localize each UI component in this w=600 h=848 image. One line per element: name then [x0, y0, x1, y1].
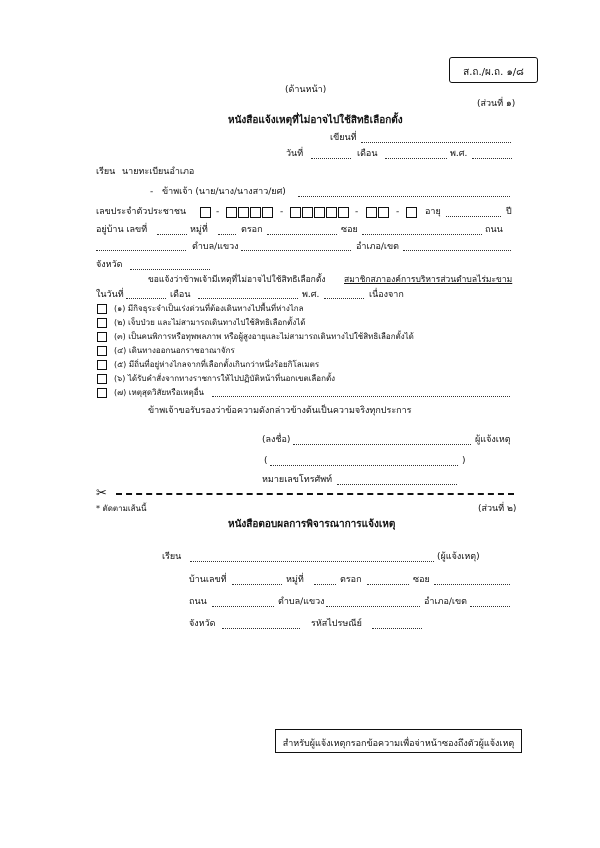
- id-digit-4[interactable]: [250, 207, 261, 218]
- reason-1-checkbox[interactable]: [97, 304, 107, 314]
- p2-trok-label: ตรอก: [340, 575, 362, 585]
- id-digit-12[interactable]: [378, 207, 389, 218]
- p2-subdistrict-field[interactable]: [326, 606, 420, 607]
- moo-field[interactable]: [218, 234, 236, 235]
- phone-label: หมายเลขโทรศัพท์: [262, 475, 333, 485]
- year-field[interactable]: [472, 158, 512, 159]
- written-at-field[interactable]: [361, 142, 511, 143]
- part2-label: (ส่วนที่ ๒): [478, 504, 517, 514]
- id-digit-9[interactable]: [326, 207, 337, 218]
- notify-election: สมาชิกสภาองค์การบริหารส่วนตำบลไร่มะขาม: [344, 275, 513, 285]
- house-no-field[interactable]: [157, 234, 187, 235]
- on-year-field[interactable]: [324, 298, 364, 299]
- certify-text: ข้าพเจ้าขอรับรองว่าข้อความดังกล่าวข้างต้นเป็นความจริงทุกประการ: [148, 406, 412, 416]
- on-date-label: ในวันที่: [96, 290, 124, 300]
- i-label: ข้าพเจ้า (นาย/นาง/นางสาว/ยศ): [162, 187, 286, 197]
- province-label: จังหวัด: [96, 260, 123, 270]
- date-field[interactable]: [311, 158, 351, 159]
- id-digit-3[interactable]: [238, 207, 249, 218]
- paren-close: ): [462, 456, 466, 466]
- part1-label: (ส่วนที่ ๑): [477, 99, 516, 109]
- road-label: ถนน: [485, 225, 503, 235]
- year-label: พ.ศ.: [450, 149, 468, 159]
- reason-2-checkbox[interactable]: [97, 318, 107, 328]
- cut-note: * ตัดตามเส้นนี้: [96, 504, 147, 513]
- p2-province-label: จังหวัด: [189, 619, 216, 629]
- month-field[interactable]: [385, 158, 447, 159]
- cut-line: [116, 493, 514, 495]
- p2-trok-field[interactable]: [367, 584, 409, 585]
- p2-road-field[interactable]: [212, 606, 274, 607]
- age-label: อายุ: [425, 207, 441, 217]
- paren-open: (: [264, 456, 268, 466]
- id-digit-7[interactable]: [302, 207, 313, 218]
- reason-3-checkbox[interactable]: [97, 332, 107, 342]
- reason-4-checkbox[interactable]: [97, 346, 107, 356]
- road-field[interactable]: [96, 250, 186, 251]
- id-digit-8[interactable]: [314, 207, 325, 218]
- trok-label: ตรอก: [241, 225, 263, 235]
- cause-label: เนื่องจาก: [369, 290, 404, 300]
- id-digit-5[interactable]: [262, 207, 273, 218]
- address-label: อยู่บ้าน เลขที่: [96, 225, 148, 235]
- district-field[interactable]: [403, 250, 511, 251]
- p2-postcode-field[interactable]: [372, 628, 422, 629]
- reason-5-text: (๕) มีถิ่นที่อยู่ห่างไกลจากที่เลือกตั้งเกินกว่าหนึ่งร้อยกิโลเมตร: [114, 360, 320, 369]
- p2-district-label: อำเภอ/เขต: [424, 597, 467, 607]
- soi-field[interactable]: [362, 234, 482, 235]
- form-code-box: [449, 57, 538, 83]
- on-date-field[interactable]: [126, 298, 166, 299]
- printed-name-field[interactable]: [270, 465, 458, 466]
- subdistrict-label: ตำบล/แขวง: [192, 242, 239, 252]
- id-digit-1[interactable]: [200, 207, 211, 218]
- soi-label: ซอย: [341, 225, 358, 235]
- id-digit-10[interactable]: [338, 207, 349, 218]
- reason-4-text: (๔) เดินทางออกนอกราชอาณาจักร: [114, 346, 235, 355]
- notify-text: ขอแจ้งว่าข้าพเจ้ามีเหตุที่ไม่อาจไปใช้สิทธิเลือกตั้ง: [148, 275, 326, 285]
- p2-house-label: บ้านเลขที่: [189, 575, 227, 585]
- p2-province-field[interactable]: [222, 628, 300, 629]
- name-field[interactable]: [298, 196, 510, 197]
- footer-note-box: [275, 729, 522, 753]
- on-year-label: พ.ศ.: [302, 290, 320, 300]
- scissors-icon: ✂: [96, 486, 107, 501]
- p2-postcode-label: รหัสไปรษณีย์: [311, 619, 362, 629]
- to-label: เรียน: [96, 167, 116, 177]
- reason-7-checkbox[interactable]: [97, 388, 107, 398]
- month-label: เดือน: [357, 149, 378, 159]
- p2-moo-field[interactable]: [314, 584, 336, 585]
- year-unit: ปี: [506, 207, 512, 217]
- written-at-label: เขียนที่: [330, 133, 357, 143]
- id-digit-6[interactable]: [290, 207, 301, 218]
- sign-role: ผู้แจ้งเหตุ: [475, 435, 511, 445]
- reason-7-text: (๗) เหตุสุดวิสัยหรือเหตุอื่น: [114, 388, 204, 397]
- p2-district-field[interactable]: [470, 606, 510, 607]
- p2-road-label: ถนน: [189, 597, 207, 607]
- district-label: อำเภอ/เขต: [356, 242, 399, 252]
- reason-6-text: (๖) ได้รับคำสั่งจากทางราชการให้ไปปฏิบัติหน้าที่นอกเขตเลือกตั้ง: [114, 374, 336, 383]
- p2-house-field[interactable]: [232, 584, 282, 585]
- p2-notifier-label: (ผู้แจ้งเหตุ): [437, 552, 480, 562]
- reason-5-checkbox[interactable]: [97, 360, 107, 370]
- id-label: เลขประจำตัวประชาชน: [96, 207, 187, 217]
- p2-to-field[interactable]: [190, 561, 434, 562]
- subdistrict-field[interactable]: [241, 250, 351, 251]
- form-code: ส.ถ./ผ.ถ. ๑/๘: [463, 67, 524, 78]
- id-digit-2[interactable]: [226, 207, 237, 218]
- part2-title: หนังสือตอบผลการพิจารณาการแจ้งเหตุ: [228, 519, 396, 530]
- id-digit-11[interactable]: [366, 207, 377, 218]
- part1-title: หนังสือแจ้งเหตุที่ไม่อาจไปใช้สิทธิเลือกตั้ง: [228, 115, 403, 126]
- id-digit-13[interactable]: [406, 207, 417, 218]
- i-dash: -: [150, 187, 154, 197]
- front-label: (ด้านหน้า): [285, 85, 327, 95]
- reason-2-text: (๒) เจ็บป่วย และไม่สามารถเดินทางไปใช้สิทธิเลือกตั้งได้: [114, 318, 306, 327]
- province-field[interactable]: [130, 269, 210, 270]
- reason-7-field[interactable]: [212, 396, 510, 397]
- p2-subdistrict-label: ตำบล/แขวง: [278, 597, 325, 607]
- p2-moo-label: หมู่ที่: [286, 575, 304, 585]
- sign-label: (ลงชื่อ): [262, 435, 291, 445]
- moo-label: หมู่ที่: [190, 225, 208, 235]
- signature-field[interactable]: [293, 444, 471, 445]
- date-label: วันที่: [286, 149, 304, 159]
- p2-soi-field[interactable]: [434, 584, 510, 585]
- footer-note: สำหรับผู้แจ้งเหตุกรอกข้อความเพื่อจ่าหน้าซองถึงตัวผู้แจ้งเหตุ: [282, 739, 515, 749]
- phone-field[interactable]: [337, 484, 457, 485]
- reason-3-text: (๓) เป็นคนพิการหรือทุพพลภาพ หรือผู้สูงอายุและไม่สามารถเดินทางไปใช้สิทธิเลือกตั้งได้: [114, 332, 414, 341]
- on-month-field[interactable]: [198, 298, 298, 299]
- reason-1-text: (๑) มีกิจธุระจำเป็นเร่งด่วนที่ต้องเดินทางไปพื้นที่ห่างไกล: [114, 304, 304, 313]
- reason-6-checkbox[interactable]: [97, 374, 107, 384]
- p2-to-label: เรียน: [162, 552, 182, 562]
- on-month-label: เดือน: [170, 290, 191, 300]
- trok-field[interactable]: [267, 234, 337, 235]
- to-value: นายทะเบียนอำเภอ: [122, 167, 195, 177]
- age-field[interactable]: [446, 216, 501, 217]
- p2-soi-label: ซอย: [413, 575, 430, 585]
